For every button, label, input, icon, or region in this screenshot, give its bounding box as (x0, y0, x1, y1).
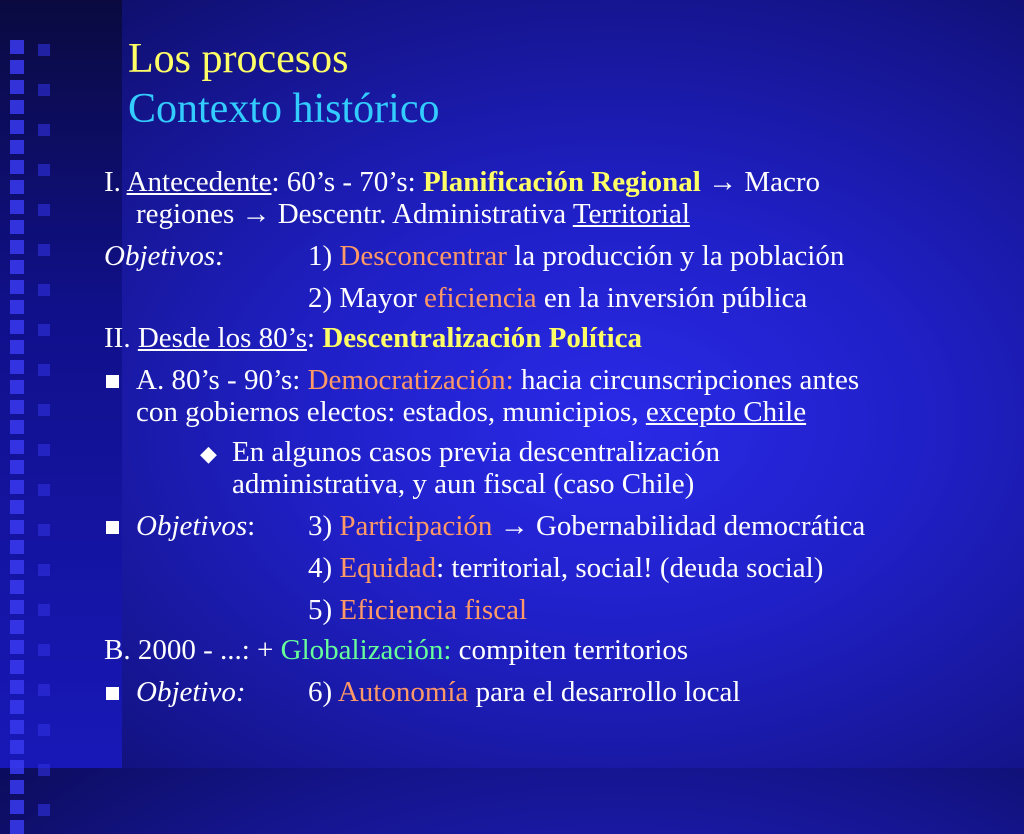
decorative-square (10, 720, 24, 734)
text-autonomia: Autonomía (337, 676, 469, 708)
text-globalizacion: Globalización: (280, 634, 452, 666)
decorative-square (10, 600, 24, 614)
para-objetivo-6 (104, 676, 246, 708)
decorative-square (38, 84, 50, 96)
decorative-square (38, 724, 50, 736)
decorative-square (10, 320, 24, 334)
decorative-square (10, 780, 24, 794)
text: II. (104, 322, 138, 354)
para-2000 (104, 634, 688, 666)
para-algunos-casos-cont (232, 468, 694, 500)
title-line-1: Los procesos (128, 36, 349, 82)
para-objetivos-1 (104, 240, 225, 272)
decorative-square (10, 360, 24, 374)
decorative-square (10, 540, 24, 554)
decorative-square (10, 700, 24, 714)
text: en la inversión pública (536, 282, 808, 314)
text-democratizacion: Democratización: (307, 364, 514, 396)
decorative-square (10, 660, 24, 674)
decorative-square (38, 44, 50, 56)
decorative-square (38, 604, 50, 616)
text-equidad: Equidad (339, 552, 437, 584)
para-objetivos-5 (308, 594, 527, 626)
para-objetivos-1-text (308, 240, 844, 272)
decorative-square (10, 500, 24, 514)
text-eficiencia-fiscal: Eficiencia fiscal (339, 594, 528, 626)
label-objetivos: Objetivos: (104, 240, 225, 272)
decorative-square (10, 520, 24, 534)
decorative-square (10, 380, 24, 394)
text-desde-80s: Desde los 80’s (137, 322, 307, 354)
decorative-square (10, 80, 24, 94)
decorative-square (10, 140, 24, 154)
decorative-square (38, 564, 50, 576)
decorative-square (10, 220, 24, 234)
decorative-square (38, 524, 50, 536)
para-desde-80s (104, 322, 642, 354)
decorative-square (38, 124, 50, 136)
decorative-square (10, 680, 24, 694)
text: con gobiernos electos: estados, municipios, (136, 396, 646, 428)
text: : (247, 510, 256, 542)
text-participacion: Participación (339, 510, 493, 542)
decorative-square (38, 684, 50, 696)
title-line-2: Contexto histórico (128, 86, 440, 132)
para-antecedente-cont (136, 198, 690, 230)
decorative-square (10, 100, 24, 114)
para-objetivos-2 (308, 282, 807, 314)
text-desconcentrar: Desconcentrar (339, 240, 507, 272)
text: administrativa, y aun fiscal (caso Chile) (232, 468, 695, 500)
decorative-square (10, 480, 24, 494)
decorative-square (10, 640, 24, 654)
decorative-square (38, 324, 50, 336)
decorative-square (10, 800, 24, 814)
diamond-bullet-icon: ◆ (200, 441, 217, 466)
decorative-square (10, 60, 24, 74)
text-territorial: Territorial (572, 198, 690, 230)
text: regiones → Descentr. Administrativa (136, 198, 573, 230)
text-antecedente: Antecedente (126, 166, 272, 198)
text: la producción y la población (506, 240, 845, 272)
text: 1) (308, 240, 340, 272)
decorative-square (38, 444, 50, 456)
slide-title (128, 34, 439, 134)
para-objetivos-4 (308, 552, 823, 584)
text: B. 2000 - ...: + (104, 634, 281, 666)
decorative-square (10, 620, 24, 634)
text: hacia circunscripciones antes (513, 364, 860, 396)
decorative-square (10, 440, 24, 454)
decorative-square (10, 560, 24, 574)
square-bullet-icon (106, 687, 119, 700)
text: 5) (308, 594, 340, 626)
text: I. (104, 166, 127, 198)
decorative-square (10, 820, 24, 834)
decorative-square (10, 280, 24, 294)
text: compiten territorios (451, 634, 689, 666)
square-bullet-icon (106, 375, 119, 388)
text: : 60’s - 70’s: (271, 166, 423, 198)
decorative-square (10, 420, 24, 434)
decorative-square (38, 164, 50, 176)
text-planificacion: Planificación Regional (422, 166, 701, 198)
decorative-square (10, 460, 24, 474)
para-80s-90s-cont (136, 396, 806, 428)
text: 3) (308, 510, 340, 542)
decorative-square (38, 204, 50, 216)
decorative-square (38, 804, 50, 816)
decorative-square (38, 644, 50, 656)
text: En algunos casos previa descentralización (232, 436, 720, 468)
decorative-square (38, 284, 50, 296)
para-objetivo-6-text (308, 676, 740, 708)
decorative-square (10, 400, 24, 414)
para-antecedente (104, 166, 820, 198)
text-descentralizacion-politica: Descentralización Política (322, 322, 643, 354)
decorative-squares (10, 0, 30, 768)
decorative-square (10, 200, 24, 214)
text: para el desarrollo local (468, 676, 741, 708)
decorative-square (10, 340, 24, 354)
decorative-square (38, 484, 50, 496)
decorative-square (10, 300, 24, 314)
decorative-square (10, 120, 24, 134)
label-objetivo: Objetivo: (136, 676, 246, 708)
decorative-square (10, 240, 24, 254)
para-algunos-casos (104, 436, 720, 468)
text: → Macro (700, 166, 821, 198)
text: 6) (308, 676, 338, 708)
decorative-square (10, 160, 24, 174)
decorative-square (38, 404, 50, 416)
decorative-square (38, 764, 50, 776)
text: → Gobernabilidad democrática (492, 510, 866, 542)
para-80s-90s (104, 364, 859, 396)
text-excepto-chile: excepto Chile (645, 396, 807, 428)
text: : (307, 322, 323, 354)
text: : territorial, social! (deuda social) (436, 552, 824, 584)
text: 4) (308, 552, 340, 584)
label-objetivos: Objetivos (136, 510, 248, 542)
decorative-square (38, 244, 50, 256)
decorative-square (10, 180, 24, 194)
text: 2) Mayor (308, 282, 424, 314)
text-eficiencia: eficiencia (423, 282, 537, 314)
para-objetivos-3-text (308, 510, 865, 542)
text: A. 80’s - 90’s: (136, 364, 308, 396)
decorative-square (10, 580, 24, 594)
decorative-square (10, 740, 24, 754)
para-objetivos-3 (104, 510, 255, 542)
decorative-square (38, 364, 50, 376)
decorative-square (10, 260, 24, 274)
square-bullet-icon (106, 521, 119, 534)
decorative-square (10, 760, 24, 774)
decorative-square (10, 40, 24, 54)
